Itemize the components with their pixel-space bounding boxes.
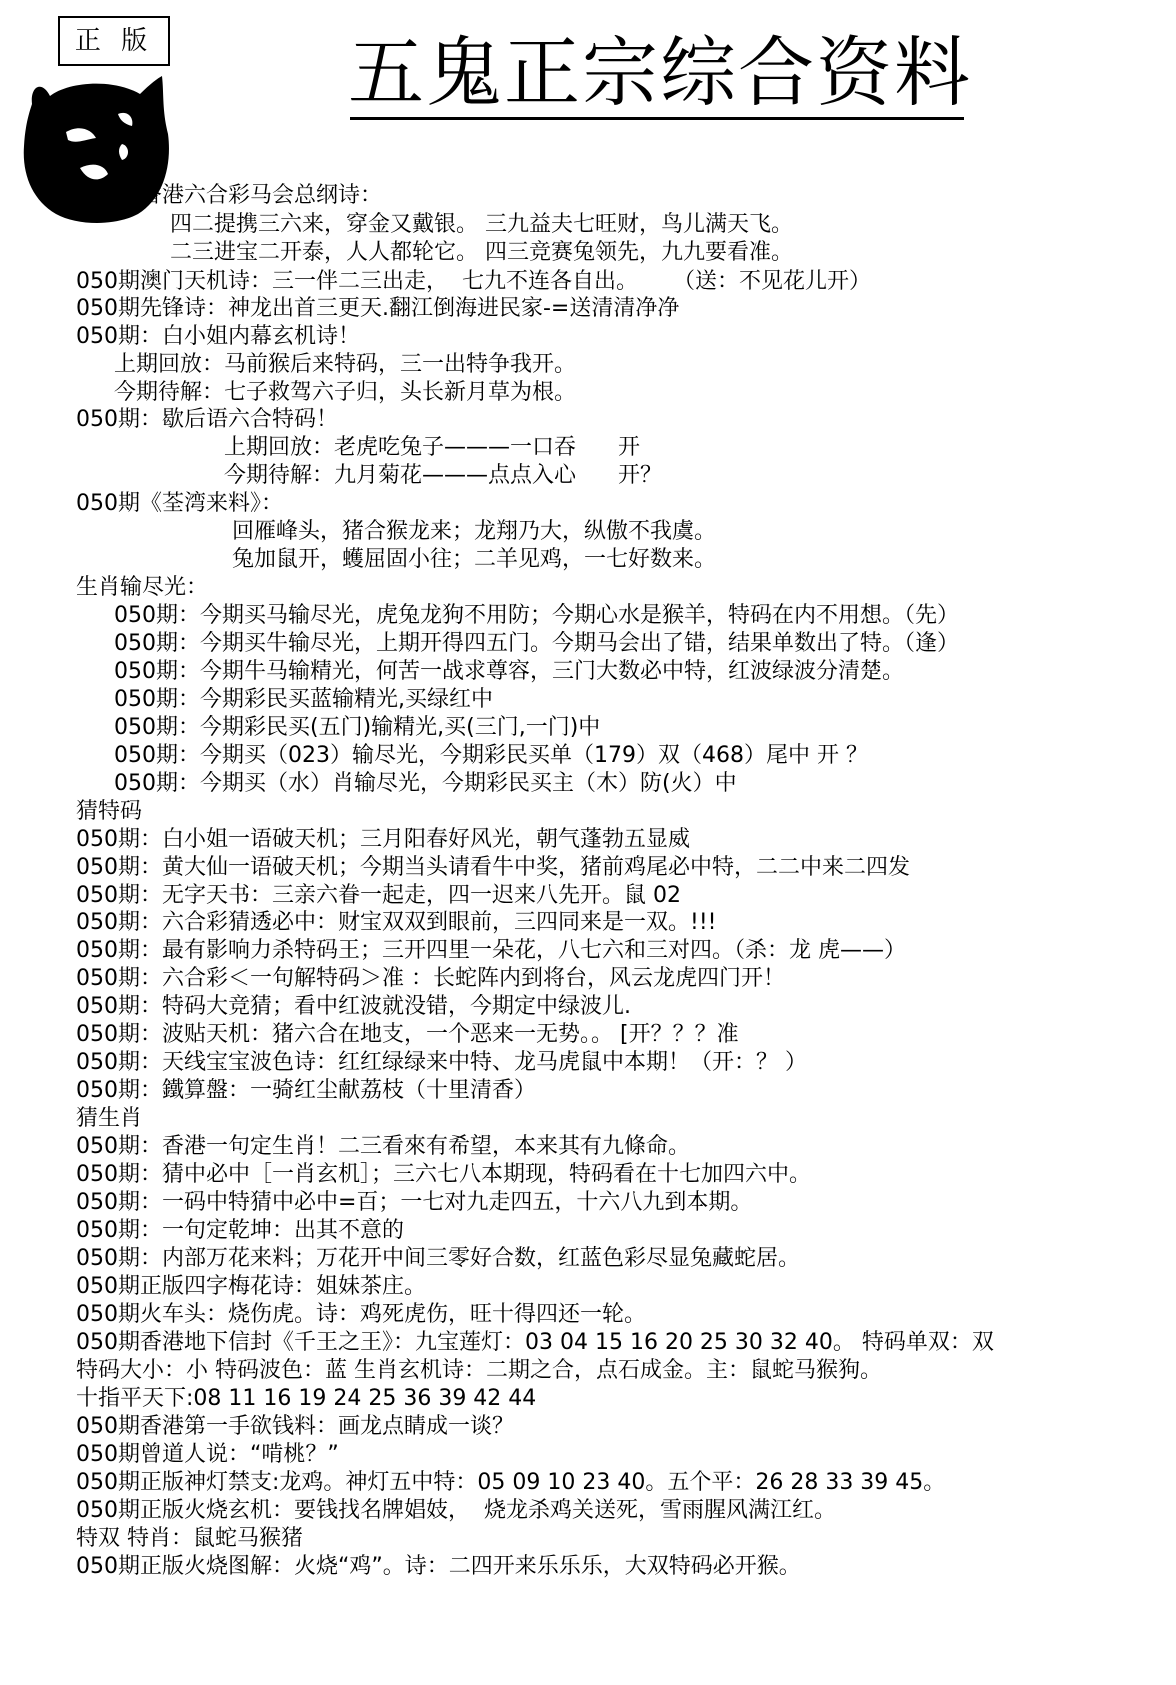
text-line: 十指平天下:08 11 16 19 24 25 36 39 42 44 <box>76 1386 537 1411</box>
text-line: 上期回放：马前猴后来特码，三一出特争我开。 <box>114 352 577 377</box>
text-line: 生肖输尽光： <box>76 575 209 600</box>
text-line: 050期：六合彩＜一句解特码＞准 ：长蛇阵内到将台，风云龙虎四门开！ <box>76 966 785 991</box>
text-line: 兔加鼠开，蠖屈固小往；二羊见鸡，一七好数来。 <box>232 547 717 572</box>
text-line: 050期：一码中特猜中必中=百；一七对九走四五，十六八九到本期。 <box>76 1190 753 1215</box>
text-line: 050期澳门天机诗：三一伴二三出走， 七九不连各自出。 （送：不见花儿开） <box>76 269 871 294</box>
text-line: 050期：天线宝宝波色诗：红红绿绿来中特、龙马虎鼠中本期！（开：？ ） <box>76 1050 807 1075</box>
text-line: 香港六合彩马会总纲诗： <box>140 183 383 208</box>
text-line: 050期：白小姐内幕玄机诗！ <box>76 324 360 349</box>
text-line: 050期：今期买（水）肖输尽光，今期彩民买主（木）防(火）中 <box>114 771 737 796</box>
text-line: 050期：鐵算盤：一骑红尘献荔枝（十里清香） <box>76 1078 536 1103</box>
text-line: 050期正版火烧玄机：要钱找名牌娼妓， 烧龙杀鸡关送死，雪雨腥风满江红。 <box>76 1498 836 1523</box>
text-line: 050期：六合彩猜透必中：财宝双双到眼前，三四同来是一双。!!! <box>76 910 717 935</box>
text-line: 050期：无字天书：三亲六眷一起走，四一迟来八先开。鼠 02 <box>76 883 681 908</box>
text-line: 050期：一句定乾坤：出其不意的 <box>76 1218 404 1243</box>
text-line: 050期：内部万花来料；万花开中间三零好合数，红蓝色彩尽显兔藏蛇居。 <box>76 1246 800 1271</box>
text-line: 050期：今期买马输尽光，虎兔龙狗不用防；今期心水是猴羊，特码在内不用想。（先） <box>114 603 959 628</box>
text-line: 050期曾道人说：“啃桃？” <box>76 1442 339 1467</box>
text-line: 050期火车头：烧伤虎。诗：鸡死虎伤，旺十得四还一轮。 <box>76 1302 646 1327</box>
text-line: 050期：今期买牛输尽光，上期开得四五门。今期马会出了错，结果单数出了特。（逢） <box>114 631 959 656</box>
text-line: 050期正版四字梅花诗：姐妹茶庄。 <box>76 1274 426 1299</box>
text-line: 050期：波贴天机：猪六合在地支，一个恶来一无势。。 [开？？？准 <box>76 1022 739 1047</box>
text-line: 050期：白小姐一语破天机；三月阳春好风光，朝气蓬勃五显威 <box>76 827 690 852</box>
text-line: 二三进宝二开泰，人人都轮它。 四三竞赛兔领先，九九要看准。 <box>170 240 793 265</box>
page-title: 五鬼正宗综合资料 <box>348 28 972 117</box>
text-line: 今期待解：七子救驾六子归，头长新月草为根。 <box>114 380 577 405</box>
text-line: 050期先锋诗：神龙出首三更天.翻江倒海进民家-=送清清净净 <box>76 296 680 321</box>
text-line: 四二提携三六来，穿金又戴银。 三九益夫七旺财，鸟儿满天飞。 <box>170 212 793 237</box>
text-line: 050期：今期彩民买蓝输精光,买绿红中 <box>114 687 493 712</box>
text-line: 回雁峰头，猪合猴龙来；龙翔乃大，纵傲不我虞。 <box>232 519 717 544</box>
text-line: 050期：特码大竞猜；看中红波就没错，今期定中绿波儿. <box>76 994 631 1019</box>
text-line: 特双 特肖：鼠蛇马猴猪 <box>76 1526 303 1551</box>
text-line: 050期：歇后语六合特码！ <box>76 407 338 432</box>
text-line: 050期：香港一句定生肖！二三看來有希望，本来其有九條命。 <box>76 1134 690 1159</box>
text-line: 050期香港地下信封《千王之王》：九宝莲灯：03 04 15 16 20 25 30 32 40。 特码单双：双 <box>76 1330 994 1355</box>
text-line: 050期：今期彩民买(五门)输精光,买(三门,一门)中 <box>114 715 601 740</box>
title-underline <box>350 117 964 120</box>
text-line: 050期：今期牛马输精光，何苦一战求尊容，三门大数必中特，红波绿波分清楚。 <box>114 659 904 684</box>
text-line: 猜特码 <box>76 799 143 824</box>
text-line: 050期正版神灯禁支:龙鸡。神灯五中特：05 09 10 23 40。五个平：26 28 33 39 45。 <box>76 1470 946 1495</box>
text-line: 050期：猜中必中［一肖玄机］；三六七八本期现，特码看在十七加四六中。 <box>76 1162 811 1187</box>
text-line: 050期：黄大仙一语破天机；今期当头请看牛中奖，猪前鸡尾必中特，二二中来二四发 <box>76 855 910 880</box>
edition-stamp: 正 版 <box>58 16 170 66</box>
text-line: 猜生肖 <box>76 1106 143 1131</box>
text-line: 今期待解：九月菊花———点点入心 开？ <box>224 463 662 488</box>
text-line: 上期回放：老虎吃兔子———一口吞 开 <box>224 435 640 460</box>
text-line: 050期香港第一手欲钱料：画龙点睛成一谈？ <box>76 1414 514 1439</box>
text-line: 特码大小：小 特码波色：蓝 生肖玄机诗：二期之合，点石成金。主：鼠蛇马猴狗。 <box>76 1358 882 1383</box>
text-line: 050期正版火烧图解：火烧“鸡”。诗：二四开来乐乐乐，大双特码必开猴。 <box>76 1554 801 1579</box>
text-line: 050期：最有影响力杀特码王；三开四里一朵花，八七六和三对四。（杀：龙 虎——） <box>76 938 906 963</box>
text-line: 050期《荃湾来料》： <box>76 491 283 516</box>
text-line: 050期：今期买（023）输尽光，今期彩民买单（179）双（468）尾中 开 ？ <box>114 743 868 768</box>
